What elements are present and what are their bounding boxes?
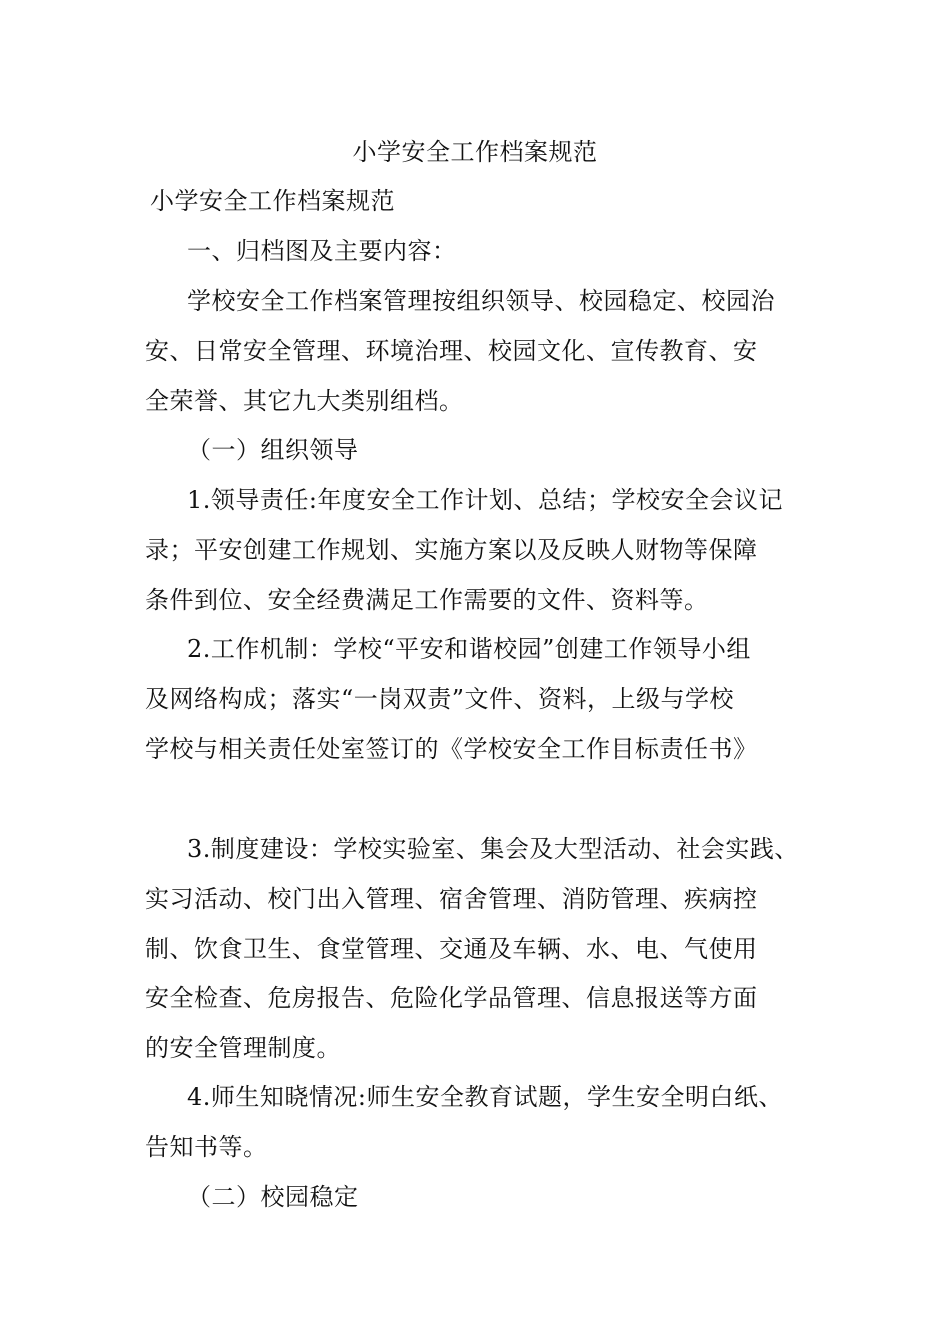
paragraph-line: 4.师生知晓情况:师生安全教育试题，学生安全明白纸、 <box>187 1083 783 1111</box>
subsection-heading: （二）校园稳定 <box>187 1183 359 1211</box>
paragraph-line: 告知书等。 <box>145 1133 268 1161</box>
paragraph-line: 安、日常安全管理、环境治理、校园文化、宣传教育、安 <box>145 337 758 365</box>
paragraph-line: 录；平安创建工作规划、实施方案以及反映人财物等保障 <box>145 536 758 564</box>
paragraph-line: 全荣誉、其它九大类别组档。 <box>145 387 464 415</box>
paragraph-line: 学校与相关责任处室签订的《学校安全工作目标责任书》 <box>145 735 758 763</box>
paragraph-line: 1.领导责任:年度安全工作计划、总结；学校安全会议记 <box>187 486 783 514</box>
paragraph-line: 3.制度建设：学校实验室、集会及大型活动、社会实践、 <box>187 835 799 863</box>
subsection-heading: （一）组织领导 <box>187 436 359 464</box>
paragraph-line: 条件到位、安全经费满足工作需要的文件、资料等。 <box>145 586 709 614</box>
paragraph-line: 2.工作机制：学校“平安和谐校园”创建工作领导小组 <box>187 635 751 663</box>
paragraph-line: 制、饮食卫生、食堂管理、交通及车辆、水、电、气使用 <box>145 935 758 963</box>
document-subtitle: 小学安全工作档案规范 <box>150 187 395 215</box>
paragraph-line: 学校安全工作档案管理按组织领导、校园稳定、校园治 <box>187 287 775 315</box>
document-title: 小学安全工作档案规范 <box>352 138 598 166</box>
paragraph-line: 实习活动、校门出入管理、宿舍管理、消防管理、疾病控 <box>145 885 758 913</box>
paragraph-line: 及网络构成；落实“一岗双责”文件、资料，上级与学校 <box>145 685 735 713</box>
paragraph-line: 安全检查、危房报告、危险化学品管理、信息报送等方面 <box>145 984 758 1012</box>
paragraph-line: 的安全管理制度。 <box>145 1034 341 1062</box>
section-heading: 一、归档图及主要内容： <box>187 237 457 265</box>
